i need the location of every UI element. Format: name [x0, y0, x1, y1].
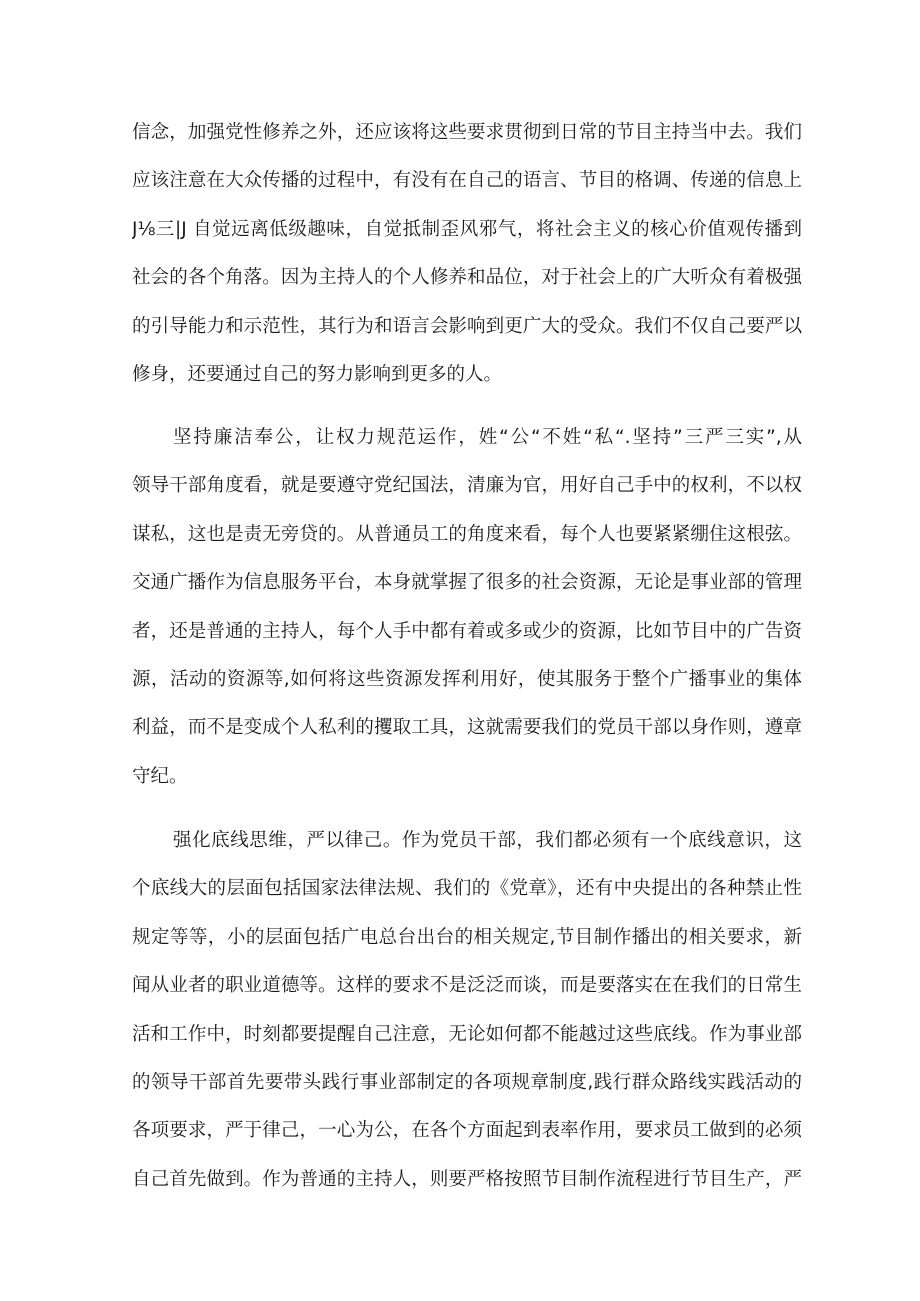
text-line: 守纪。: [132, 765, 188, 787]
text-line: 各项要求，严于律己，一心为公，在各个方面起到表率作用，要求员工做到的必须: [132, 1120, 802, 1142]
text-line: J⅛三|J 自觉远离低级趣味，自觉抵制歪风邪气，将社会主义的核心价值观传播到: [132, 218, 802, 240]
paragraph-3: [132, 817, 802, 1204]
text-line: 领导干部角度看，就是要遵守党纪国法，清廉为官，用好自己手中的权利，不以权: [132, 475, 802, 497]
text-line: 的引导能力和示范性，其行为和语言会影响到更广大的受众。我们不仅自己要严以: [132, 315, 802, 337]
text-line: 活和工作中，时刻都要提醒自己注意，无论如何都不能越过这些底线。作为事业部: [132, 1023, 802, 1045]
text-line: 规定等等，小的层面包括广电总台出台的相关规定,节目制作播出的相关要求，新: [132, 926, 802, 948]
paragraph-1: [132, 109, 802, 399]
text-line: 信念，加强党性修养之外，还应该将这些要求贯彻到日常的节目主持当中去。我们: [132, 122, 802, 143]
paragraph-2: [132, 414, 802, 801]
text-line: 闻从业者的职业道德等。这样的要求不是泛泛而谈，而是要落实在在我们的日常生: [132, 975, 802, 997]
text-line: 修身，还要通过自己的努力影响到更多的人。: [132, 363, 503, 385]
text-line: 社会的各个角落。因为主持人的个人修养和品位，对于社会上的广大听众有着极强: [132, 267, 802, 289]
text-line: 源，活动的资源等,如何将这些资源发挥利用好，使其服务于整个广播事业的集体: [132, 668, 802, 690]
text-line: 利益，而不是变成个人私利的攫取工具，这就需要我们的党员干部以身作则，遵章: [132, 717, 802, 739]
text-line: 交通广播作为信息服务平台，本身就掌握了很多的社会资源，无论是事业部的管理: [132, 572, 802, 594]
text-line: 个底线大的层面包括国家法律法规、我们的《党章》，还有中央提出的各种禁止性: [132, 878, 802, 900]
text-line: 谋私，这也是责无旁贷的。从普通员工的角度来看，每个人也要紧紧绷住这根弦。: [132, 523, 802, 545]
text-line: 的领导干部首先要带头践行事业部制定的各项规章制度,践行群众路线实践活动的: [132, 1071, 802, 1093]
text-line: 者，还是普通的主持人，每个人手中都有着或多或少的资源，比如节目中的广告资: [132, 620, 802, 642]
text-line: 应该注意在大众传播的过程中，有没有在自己的语言、节目的格调、传递的信息上: [132, 170, 802, 192]
text-line: 自己首先做到。作为普通的主持人，则要严格按照节目制作流程进行节目生产，严: [132, 1168, 802, 1190]
text-line: 坚持廉洁奉公，让权力规范运作，姓“公“不姓“私“.坚持”三严三实”,从: [173, 427, 802, 448]
text-line: 强化底线思维，严以律己。作为党员干部，我们都必须有一个底线意识，这: [173, 830, 802, 851]
